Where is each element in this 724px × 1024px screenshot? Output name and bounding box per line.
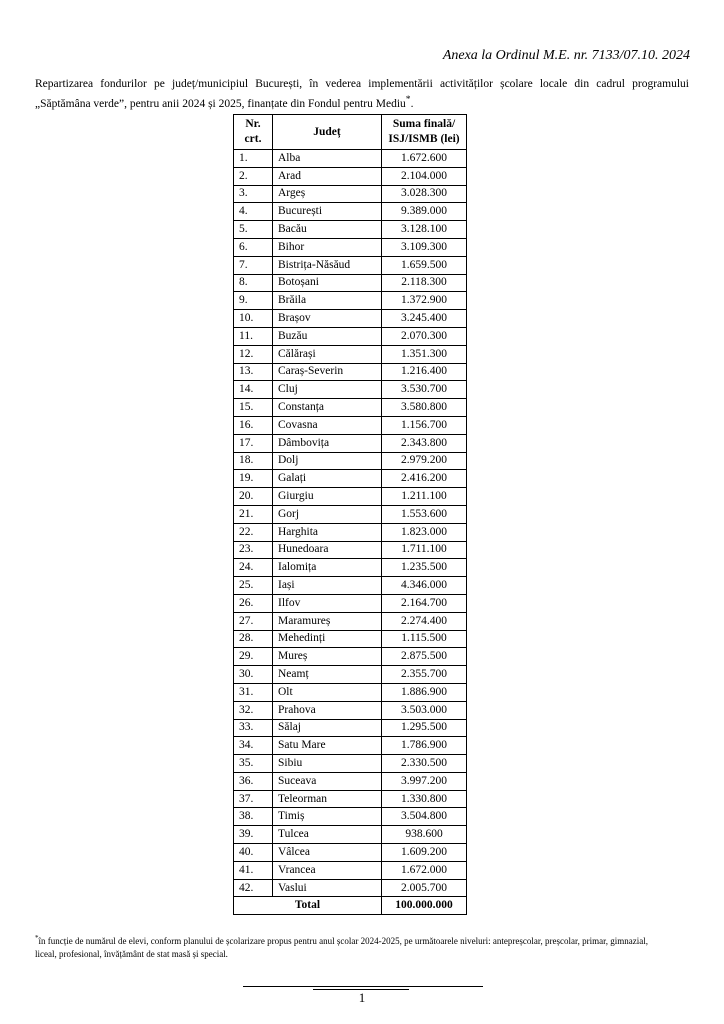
row-nr: 29. bbox=[234, 648, 273, 666]
page-number: 1 bbox=[358, 990, 366, 1005]
table-row bbox=[234, 505, 467, 523]
row-judet: Caraș-Severin bbox=[273, 363, 382, 381]
row-judet: Suceava bbox=[273, 772, 382, 790]
row-judet: Vrancea bbox=[273, 861, 382, 879]
row-suma: 3.997.200 bbox=[382, 772, 467, 790]
row-nr: 34. bbox=[234, 737, 273, 755]
row-judet: Călărași bbox=[273, 345, 382, 363]
row-suma: 2.979.200 bbox=[382, 452, 467, 470]
row-nr: 35. bbox=[234, 755, 273, 773]
row-judet: Timiș bbox=[273, 808, 382, 826]
row-nr: 15. bbox=[234, 399, 273, 417]
footer-rule bbox=[243, 986, 483, 987]
row-judet: Bistrița-Năsăud bbox=[273, 256, 382, 274]
row-suma: 2.274.400 bbox=[382, 612, 467, 630]
row-judet: Dâmbovița bbox=[273, 434, 382, 452]
row-nr: 26. bbox=[234, 594, 273, 612]
row-suma: 1.211.100 bbox=[382, 488, 467, 506]
row-suma: 1.553.600 bbox=[382, 505, 467, 523]
row-suma: 1.672.600 bbox=[382, 150, 467, 168]
row-nr: 33. bbox=[234, 719, 273, 737]
row-suma: 1.351.300 bbox=[382, 345, 467, 363]
row-suma: 3.245.400 bbox=[382, 310, 467, 328]
row-suma: 3.128.100 bbox=[382, 221, 467, 239]
row-nr: 20. bbox=[234, 488, 273, 506]
row-judet: Constanța bbox=[273, 399, 382, 417]
row-nr: 36. bbox=[234, 772, 273, 790]
row-suma: 3.504.800 bbox=[382, 808, 467, 826]
row-nr: 38. bbox=[234, 808, 273, 826]
row-suma: 1.330.800 bbox=[382, 790, 467, 808]
row-suma: 1.786.900 bbox=[382, 737, 467, 755]
row-judet: Alba bbox=[273, 150, 382, 168]
table-row bbox=[234, 488, 467, 506]
row-suma: 1.216.400 bbox=[382, 363, 467, 381]
table-row bbox=[234, 470, 467, 488]
row-nr: 23. bbox=[234, 541, 273, 559]
header-suma bbox=[382, 115, 467, 150]
row-suma: 3.109.300 bbox=[382, 238, 467, 256]
row-nr: 2. bbox=[234, 167, 273, 185]
header-nr-crt bbox=[234, 115, 273, 150]
table-row bbox=[234, 416, 467, 434]
row-suma: 1.372.900 bbox=[382, 292, 467, 310]
row-nr: 9. bbox=[234, 292, 273, 310]
row-nr: 42. bbox=[234, 879, 273, 897]
table-row bbox=[234, 203, 467, 221]
row-nr: 5. bbox=[234, 221, 273, 239]
row-suma: 1.823.000 bbox=[382, 523, 467, 541]
intro-footnote-marker: * bbox=[405, 94, 411, 105]
row-judet: Mehedinți bbox=[273, 630, 382, 648]
row-nr: 39. bbox=[234, 826, 273, 844]
row-suma: 3.503.000 bbox=[382, 701, 467, 719]
table-row bbox=[234, 594, 467, 612]
table-header-row bbox=[234, 115, 467, 150]
table-row bbox=[234, 612, 467, 630]
row-judet: Vâlcea bbox=[273, 844, 382, 862]
row-nr: 21. bbox=[234, 505, 273, 523]
row-suma: 2.355.700 bbox=[382, 666, 467, 684]
row-judet: Maramureș bbox=[273, 612, 382, 630]
row-suma: 2.416.200 bbox=[382, 470, 467, 488]
table-row bbox=[234, 363, 467, 381]
row-suma: 3.580.800 bbox=[382, 399, 467, 417]
table-row bbox=[234, 790, 467, 808]
row-nr: 31. bbox=[234, 683, 273, 701]
total-label: Total bbox=[234, 897, 382, 915]
table-row bbox=[234, 434, 467, 452]
footnote-line-2: liceal, profesional, învățământ de stat masă și special. bbox=[35, 949, 228, 959]
table-row bbox=[234, 541, 467, 559]
row-nr: 37. bbox=[234, 790, 273, 808]
table-body bbox=[234, 150, 467, 897]
row-judet: Argeș bbox=[273, 185, 382, 203]
row-suma: 1.115.500 bbox=[382, 630, 467, 648]
row-judet: Sibiu bbox=[273, 755, 382, 773]
table-row bbox=[234, 630, 467, 648]
row-judet: Botoșani bbox=[273, 274, 382, 292]
row-suma: 2.118.300 bbox=[382, 274, 467, 292]
row-suma: 2.875.500 bbox=[382, 648, 467, 666]
row-judet: Teleorman bbox=[273, 790, 382, 808]
row-nr: 7. bbox=[234, 256, 273, 274]
table-row bbox=[234, 221, 467, 239]
annex-reference: Anexa la Ordinul M.E. nr. 7133/07.10. 2024 bbox=[442, 48, 690, 63]
row-judet: Harghita bbox=[273, 523, 382, 541]
table-row bbox=[234, 327, 467, 345]
row-suma: 2.330.500 bbox=[382, 755, 467, 773]
table-row bbox=[234, 772, 467, 790]
row-nr: 3. bbox=[234, 185, 273, 203]
row-nr: 1. bbox=[234, 150, 273, 168]
row-nr: 4. bbox=[234, 203, 273, 221]
table-row bbox=[234, 523, 467, 541]
table-row bbox=[234, 256, 467, 274]
intro-paragraph bbox=[35, 77, 689, 112]
header-judet: Județ bbox=[273, 115, 382, 150]
table-row bbox=[234, 150, 467, 168]
row-judet: Buzău bbox=[273, 327, 382, 345]
table-row bbox=[234, 310, 467, 328]
row-judet: Arad bbox=[273, 167, 382, 185]
row-suma: 2.343.800 bbox=[382, 434, 467, 452]
header-nr-line1: Nr. bbox=[245, 118, 261, 130]
row-suma: 2.104.000 bbox=[382, 167, 467, 185]
row-judet: Covasna bbox=[273, 416, 382, 434]
table-row bbox=[234, 577, 467, 595]
row-suma: 938.600 bbox=[382, 826, 467, 844]
row-suma: 1.886.900 bbox=[382, 683, 467, 701]
row-suma: 2.005.700 bbox=[382, 879, 467, 897]
row-nr: 13. bbox=[234, 363, 273, 381]
row-suma: 3.028.300 bbox=[382, 185, 467, 203]
row-judet: Giurgiu bbox=[273, 488, 382, 506]
row-suma: 1.672.000 bbox=[382, 861, 467, 879]
row-judet: Bacău bbox=[273, 221, 382, 239]
table-row bbox=[234, 755, 467, 773]
row-nr: 19. bbox=[234, 470, 273, 488]
row-suma: 4.346.000 bbox=[382, 577, 467, 595]
row-suma: 1.235.500 bbox=[382, 559, 467, 577]
row-nr: 17. bbox=[234, 434, 273, 452]
table-row bbox=[234, 167, 467, 185]
row-judet: Neamț bbox=[273, 666, 382, 684]
row-judet: Cluj bbox=[273, 381, 382, 399]
table-row bbox=[234, 559, 467, 577]
table-row bbox=[234, 292, 467, 310]
row-judet: Olt bbox=[273, 683, 382, 701]
table-row bbox=[234, 737, 467, 755]
intro-end: . bbox=[410, 97, 414, 110]
row-nr: 32. bbox=[234, 701, 273, 719]
row-judet: Vaslui bbox=[273, 879, 382, 897]
row-judet: Ialomița bbox=[273, 559, 382, 577]
intro-line-1: Repartizarea fondurilor pe județ/municipiul București, în vederea implementării activităților școlare locale din cadrul programului bbox=[35, 78, 689, 90]
row-nr: 10. bbox=[234, 310, 273, 328]
row-judet: Galați bbox=[273, 470, 382, 488]
intro-line-2: „Săptămâna verde”, pentru anii 2024 și 2025, finanțate din Fondul pentru Mediu bbox=[35, 97, 406, 110]
row-nr: 27. bbox=[234, 612, 273, 630]
row-judet: Prahova bbox=[273, 701, 382, 719]
row-judet: Brăila bbox=[273, 292, 382, 310]
table-row bbox=[234, 719, 467, 737]
total-sum: 100.000.000 bbox=[382, 897, 467, 915]
funds-table bbox=[233, 114, 467, 915]
table-row bbox=[234, 185, 467, 203]
row-nr: 16. bbox=[234, 416, 273, 434]
row-suma: 2.164.700 bbox=[382, 594, 467, 612]
row-suma: 9.389.000 bbox=[382, 203, 467, 221]
table-row bbox=[234, 345, 467, 363]
row-nr: 6. bbox=[234, 238, 273, 256]
row-judet: Iași bbox=[273, 577, 382, 595]
row-judet: Hunedoara bbox=[273, 541, 382, 559]
table-row bbox=[234, 238, 467, 256]
header-suma-line2: ISJ/ISMB (lei) bbox=[388, 133, 460, 145]
row-suma: 2.070.300 bbox=[382, 327, 467, 345]
row-judet: Mureș bbox=[273, 648, 382, 666]
row-judet: Bihor bbox=[273, 238, 382, 256]
row-judet: Brașov bbox=[273, 310, 382, 328]
row-suma: 1.295.500 bbox=[382, 719, 467, 737]
table-row bbox=[234, 701, 467, 719]
row-suma: 1.711.100 bbox=[382, 541, 467, 559]
footnote-marker: * bbox=[35, 934, 39, 942]
row-judet: Tulcea bbox=[273, 826, 382, 844]
table-row bbox=[234, 452, 467, 470]
row-nr: 40. bbox=[234, 844, 273, 862]
row-suma: 1.156.700 bbox=[382, 416, 467, 434]
table-row bbox=[234, 683, 467, 701]
table-row bbox=[234, 666, 467, 684]
header-suma-line1: Suma finală/ bbox=[392, 118, 456, 130]
row-suma: 1.659.500 bbox=[382, 256, 467, 274]
row-judet: Dolj bbox=[273, 452, 382, 470]
row-suma: 3.530.700 bbox=[382, 381, 467, 399]
row-nr: 22. bbox=[234, 523, 273, 541]
table-row bbox=[234, 381, 467, 399]
row-nr: 30. bbox=[234, 666, 273, 684]
row-judet: Satu Mare bbox=[273, 737, 382, 755]
row-nr: 28. bbox=[234, 630, 273, 648]
table-row bbox=[234, 399, 467, 417]
table-row bbox=[234, 844, 467, 862]
footnote bbox=[35, 932, 689, 961]
row-judet: București bbox=[273, 203, 382, 221]
table-row bbox=[234, 648, 467, 666]
table-row bbox=[234, 861, 467, 879]
footnote-line-1: în funcție de numărul de elevi, conform planului de școlarizare propus pentru anul școlar 2024-2025, pe următoarele niveluri: antepreșcolar, preșcolar, primar, gimnazial, bbox=[38, 936, 648, 946]
row-judet: Sălaj bbox=[273, 719, 382, 737]
table-row bbox=[234, 808, 467, 826]
table-row bbox=[234, 274, 467, 292]
row-judet: Ilfov bbox=[273, 594, 382, 612]
table-row bbox=[234, 879, 467, 897]
row-suma: 1.609.200 bbox=[382, 844, 467, 862]
row-nr: 11. bbox=[234, 327, 273, 345]
row-nr: 12. bbox=[234, 345, 273, 363]
row-nr: 24. bbox=[234, 559, 273, 577]
header-nr-line2: crt. bbox=[244, 133, 262, 145]
table-total-row bbox=[234, 897, 467, 915]
row-nr: 41. bbox=[234, 861, 273, 879]
row-judet: Gorj bbox=[273, 505, 382, 523]
table-row bbox=[234, 826, 467, 844]
row-nr: 14. bbox=[234, 381, 273, 399]
row-nr: 25. bbox=[234, 577, 273, 595]
row-nr: 8. bbox=[234, 274, 273, 292]
row-nr: 18. bbox=[234, 452, 273, 470]
